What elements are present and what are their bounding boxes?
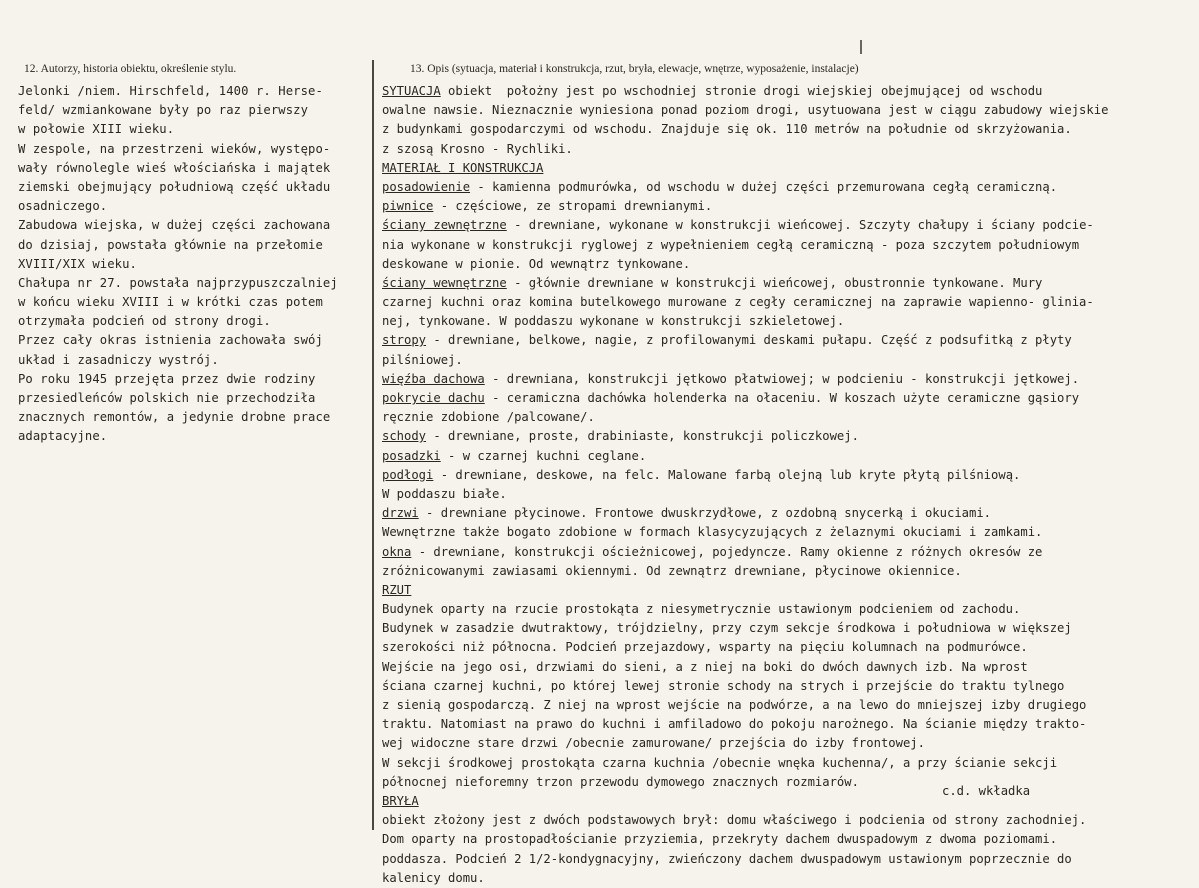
history-line: otrzymała podcień od strony drogi. [18, 314, 271, 329]
history-line: osadniczego. [18, 199, 108, 214]
line-text: W sekcji środkowej prostokąta czarna kuchnia /obecnie wnęka kuchenna/, a przy ścianie sekcji [382, 755, 1058, 770]
description-line [382, 792, 1194, 811]
section-term: okna [382, 544, 412, 559]
description-line [382, 811, 1194, 830]
section-term: drzwi [382, 506, 419, 521]
history-line: przesiedleńców polskich nie przechodziła [18, 391, 316, 405]
line-text: obiekt złożony jest z dwóch podstawowych brył: domu właściwego i podcienia od strony zachodniej. [382, 813, 1087, 828]
description-line [382, 408, 1194, 427]
history-line: Chałupa nr 27. powstała najprzypuszczalniej [18, 275, 338, 290]
description-line [382, 734, 1194, 753]
line-text: Wejście na jego osi, drzwiami do sieni, a z niej na boki do dwóch dawnych izb. Na wprost [382, 659, 1028, 674]
line-text: nia wykonane w konstrukcji ryglowej z wypełnieniem cegłą ceramiczną - poza szczytem południowym [382, 237, 1080, 252]
line-text: - drewniane, wykonane w konstrukcji wieńcowej. Szczyty chałupy i ściany podcie- [506, 218, 1094, 233]
line-text: obiekt położny jest po wschodniej stronie drogi wiejskiej obejmującej od wschodu [440, 84, 1043, 98]
line-text: wej widoczne stare drzwi /obecnie zamurowane/ przejścia do izby frontowej. [382, 736, 925, 751]
description-line [382, 427, 1194, 446]
section-term: BRYŁA [382, 793, 419, 808]
column-divider [372, 60, 374, 830]
section-term: posadowienie [382, 179, 471, 194]
section-term: SYTUACJA [382, 84, 441, 98]
line-text: - ceramiczna dachówka holenderka na ołaceniu. W koszach użyte ceramiczne gąsiory [484, 391, 1080, 405]
history-line: Jelonki /niem. Hirschfeld, 1400 r. Herse- [18, 84, 323, 98]
margin-mark [860, 40, 862, 54]
description-line [382, 159, 1194, 178]
section-term: podłogi [382, 467, 434, 482]
history-line: Zabudowa wiejska, w dużej części zachowana [18, 218, 331, 233]
line-text: - drewniane, konstrukcji ościeżnicowej, pojedyncze. Ramy okienne z różnych okresów ze [411, 544, 1043, 559]
history-line: adaptacyjne. [18, 429, 108, 444]
description-line [382, 638, 1194, 657]
description-line [382, 197, 1194, 216]
line-text: poddasza. Podcień 2 1/2-kondygnacyjny, zwieńczony dachem dwuspadowym ustawionym poprzecznie do [382, 851, 1072, 866]
description-line [382, 312, 1194, 331]
section-term: stropy [382, 333, 427, 348]
line-text: deskowane w pionie. Od wewnątrz tynkowane. [382, 256, 691, 271]
description-line [382, 696, 1194, 715]
description-line [382, 120, 1194, 139]
line-text: szerokości niż północna. Podcień przejazdowy, wsparty na pięciu kolumnach na podmurówce. [382, 640, 1028, 655]
line-text: - kamienna podmurówka, od wschodu w dużej części przemurowana cegłą ceramiczną. [470, 179, 1058, 194]
description-column [382, 60, 1194, 888]
description-text [382, 82, 1194, 888]
line-text: czarnej kuchni oraz komina butelkowego murowane z cegły ceramicznej na zaprawie wapienno- glinia- [382, 295, 1094, 310]
section-term: posadzki [382, 448, 441, 463]
description-line [382, 850, 1194, 869]
description-line [382, 600, 1194, 619]
line-text: - drewniane, deskowe, na felc. Malowane farbą olejną lub kryte płytą pilśniową. [433, 467, 1021, 482]
description-line [382, 447, 1194, 466]
description-line [382, 236, 1194, 255]
line-text: północnej nieforemny trzon przewodu dymowego znacznych rozmiarów. [382, 774, 859, 789]
line-text: - w czarnej kuchni ceglane. [440, 448, 647, 463]
description-line [382, 293, 1194, 312]
line-text: kalenicy domu. [382, 870, 485, 885]
section-term: schody [382, 429, 427, 444]
history-line: wały równolegle wieś włościańska i majątek [18, 160, 331, 175]
line-text: ręcznie zdobione /palcowane/. [382, 410, 595, 425]
description-line [382, 255, 1194, 274]
history-line: W zespole, na przestrzeni wieków, występo- [18, 141, 331, 156]
description-line [382, 869, 1194, 888]
line-text: pilśniowej. [382, 352, 463, 367]
description-line [382, 331, 1194, 350]
history-column [18, 60, 368, 447]
history-line: feld/ wzmiankowane były po raz pierwszy [18, 103, 309, 118]
line-text: ściana czarnej kuchni, po której lewej stronie schody na strych i przejście do traktu tylnego [382, 678, 1065, 693]
section-term: więźba dachowa [382, 371, 485, 386]
continuation-note: c.d. wkładka [942, 784, 1031, 798]
description-line [382, 274, 1194, 293]
description-line [382, 562, 1194, 581]
description-line [382, 101, 1194, 120]
description-line [382, 773, 1194, 792]
description-line [382, 658, 1194, 677]
description-line [382, 754, 1194, 773]
section-term: pokrycie dachu [382, 391, 485, 405]
description-line [382, 485, 1194, 504]
history-line: ziemski obejmujący południową część układu [18, 179, 331, 194]
line-text: - częściowe, ze stropami drewnianymi. [433, 199, 713, 214]
line-text: Budynek w zasadzie dwutraktowy, trójdzielny, przy czym sekcje środkowa i południowa w większej [382, 621, 1072, 636]
line-text: Wewnętrzne także bogato zdobione w formach klasycyzujących z żelaznymi okuciami i zamkami. [382, 525, 1043, 540]
description-line [382, 140, 1194, 159]
history-line: w końcu wieku XVIII i w krótki czas potem [18, 295, 323, 310]
description-line [382, 389, 1194, 408]
section-term: piwnice [382, 199, 434, 214]
line-text: nej, tynkowane. W poddaszu wykonane w konstrukcji szkieletowej. [382, 314, 845, 329]
section-term: ściany wewnętrzne [382, 275, 507, 290]
history-line: Przez cały okras istnienia zachowała swój [18, 333, 323, 348]
description-line [382, 715, 1194, 734]
line-text: Budynek oparty na rzucie prostokąta z niesymetrycznie ustawionym podcieniem od zachodu. [382, 602, 1021, 617]
history-line: XVIII/XIX wieku. [18, 256, 137, 271]
section-term: ściany zewnętrzne [382, 218, 507, 233]
line-text: zróżnicowanymi zawiasami okiennymi. Od zewnątrz drewniane, płycinowe okiennice. [382, 563, 962, 578]
description-line [382, 216, 1194, 235]
history-header: 12. Autorzy, historia obiektu, określenie stylu. [24, 63, 237, 75]
line-text: owalne nawsie. Nieznacznie wyniesiona ponad poziom drogi, usytuowana jest w ciągu zabudowy wiejskie [382, 103, 1109, 118]
description-line [382, 370, 1194, 389]
line-text: traktu. Natomiast na prawo do kuchni i amfiladowo do pokoju narożnego. Na ścianie między trakto- [382, 717, 1087, 732]
description-line [382, 466, 1194, 485]
description-line [382, 677, 1194, 696]
line-text: z szosą Krosno - Rychliki. [382, 141, 573, 156]
description-line [382, 830, 1194, 849]
history-line: w połowie XIII wieku. [18, 122, 175, 137]
history-text [18, 82, 368, 447]
history-line: układ i zasadniczy wystrój. [18, 352, 219, 367]
line-text: - głównie drewniane w konstrukcji wieńcowej, obustronnie tynkowane. Mury [506, 275, 1043, 290]
description-line [382, 523, 1194, 542]
description-line [382, 178, 1194, 197]
line-text: - drewniane, proste, drabiniaste, konstrukcji policzkowej. [426, 429, 859, 444]
section-term: RZUT [382, 582, 412, 597]
history-line: Po roku 1945 przejęta przez dwie rodziny [18, 371, 316, 386]
description-line [382, 82, 1194, 101]
description-line [382, 581, 1194, 600]
line-text: - drewniane, belkowe, nagie, z profilowanymi deskami pułapu. Część z podsufitką z płyty [426, 333, 1072, 348]
line-text: Dom oparty na prostopadłościanie przyziemia, przekryty dachem dwuspadowym z dwoma poziomami. [382, 832, 1058, 847]
line-text: W poddaszu białe. [382, 486, 507, 501]
history-line: znacznych remontów, a jedynie drobne prace [18, 410, 331, 425]
description-line [382, 619, 1194, 638]
description-header: 13. Opis (sytuacja, materiał i konstrukcja, rzut, bryła, elewacje, wnętrze, wyposażenie, instalacje) [410, 63, 859, 75]
line-text: - drewniane płycinowe. Frontowe dwuskrzydłowe, z ozdobną snycerką i okuciami. [418, 506, 992, 521]
description-line [382, 543, 1194, 562]
description-line [382, 351, 1194, 370]
line-text: - drewniana, konstrukcji jętkowo płatwiowej; w podcieniu - konstrukcji jętkowej. [484, 371, 1080, 386]
description-line [382, 504, 1194, 523]
history-line: do dzisiaj, powstała głównie na przełomie [18, 237, 323, 252]
line-text: z budynkami gospodarczymi od wschodu. Znajduje się ok. 110 metrów na południe od skrzyżowania. [382, 122, 1072, 137]
section-term: MATERIAŁ I KONSTRUKCJA [382, 160, 544, 175]
line-text: z sienią gospodarczą. Z niej na wprost wejście na podwórze, a na lewo do mniejszej izby drugiego [382, 698, 1087, 712]
